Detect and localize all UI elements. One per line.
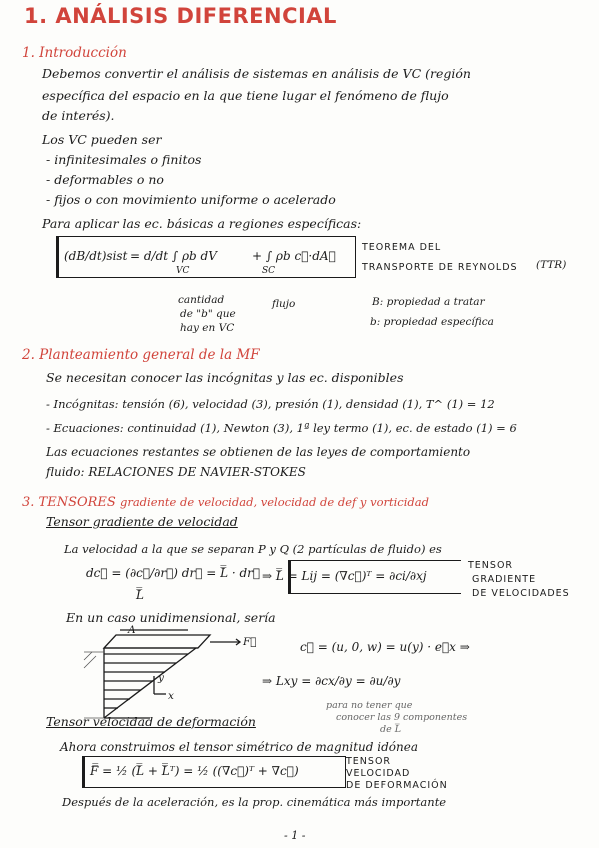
rtt-label-1: TEOREMA DEL — [362, 242, 442, 253]
annotation-vc: cantidad — [178, 294, 225, 306]
closing-line: Después de la aceleración, es la prop. cinemática más importante — [62, 795, 447, 809]
rtt-sub-vc: VC — [176, 266, 190, 276]
gradient-tensor-equation: ⇒ L̿ = Lij = (∇c⃗)ᵀ = ∂ci/∂xj — [262, 569, 427, 583]
gradient-equation: dc⃗ = (∂c⃗/∂r⃗) dr⃗ = L̿ · dr⃗ — [86, 566, 261, 580]
gradient-tensor-label: TENSOR — [468, 560, 514, 571]
side-note: de L̿ — [380, 724, 402, 735]
vc-item: - deformables o no — [46, 172, 164, 187]
annotation-flux: flujo — [272, 298, 296, 310]
mf-line: - Ecuaciones: continuidad (1), Newton (3), 1ª ley termo (1), ec. de estado (1) = 6 — [46, 421, 517, 435]
vc-intro: Los VC pueden ser — [42, 132, 162, 147]
gradient-equation-under: L̿ — [136, 588, 144, 602]
intro-line-1: Debemos convertir el análisis de sistemas en análisis de VC (región — [42, 66, 471, 81]
deformation-tensor-label: VELOCIDAD — [346, 768, 411, 779]
side-note: conocer las 9 componentes — [336, 712, 468, 723]
apply-line: Para aplicar las ec. básicas a regiones específicas: — [42, 216, 362, 231]
rtt-sub-sc: SC — [262, 266, 276, 276]
vc-item: - infinitesimales o finitos — [46, 152, 202, 167]
section-3-heading-main: 3. TENSORES — [22, 495, 116, 510]
gradient-tensor-label: DE VELOCIDADES — [472, 588, 570, 599]
rtt-label-2: TRANSPORTE DE REYNOLDS — [362, 262, 518, 273]
deformation-tensor-label: DE DEFORMACIÓN — [346, 780, 448, 791]
lxy-equation: ⇒ Lxy = ∂cx/∂y = ∂u/∂y — [262, 674, 401, 688]
vc-item: - fijos o con movimiento uniforme o acelerado — [46, 192, 336, 207]
sketch-label-area: A — [128, 624, 136, 636]
sketch-label-x: x — [168, 690, 174, 702]
mf-line: Se necesitan conocer las incógnitas y las ec. disponibles — [46, 370, 404, 385]
side-note: para no tener que — [326, 700, 413, 711]
deformation-tensor-equation: F̿ = ½ (L̿ + L̿ᵀ) = ½ ((∇c⃗)ᵀ + ∇c⃗) — [90, 764, 299, 778]
section-1-heading: 1. Introducción — [22, 45, 127, 61]
mf-line: - Incógnitas: tensión (6), velocidad (3), presión (1), densidad (1), T^ (1) = 12 — [46, 397, 495, 411]
page-title: 1. ANÁLISIS DIFERENCIAL — [24, 4, 337, 28]
deformation-tensor-label: TENSOR — [346, 756, 392, 767]
one-dimensional-line: En un caso unidimensional, sería — [66, 610, 276, 625]
page-number: - 1 - — [284, 829, 306, 842]
annotation-vc: hay en VC — [180, 322, 235, 334]
rtt-lhs: (dB/dt)sist — [64, 249, 128, 263]
velocity-1d-equation: c⃗ = (u, 0, w) = u(y) · e⃗x ⇒ — [300, 640, 470, 654]
separation-line: La velocidad a la que se separan P y Q (2 partículas de fluido) es — [64, 542, 442, 556]
mf-line: fluido: RELACIONES DE NAVIER-STOKES — [46, 465, 306, 479]
rtt-abbr: (TTR) — [536, 259, 567, 271]
intro-line-3: de interés). — [42, 108, 115, 123]
section-3-heading-rest: gradiente de velocidad, velocidad de def y vorticidad — [119, 495, 429, 509]
tensor-gradient-subheading: Tensor gradiente de velocidad — [46, 514, 238, 529]
sketch-label-y: y — [158, 672, 164, 684]
rtt-rhs-1: = d/dt ∫ ρb dV — [130, 249, 217, 263]
annotation-props: b: propiedad específica — [370, 316, 494, 328]
rtt-rhs-2: + ∫ ρb c⃗·dA⃗ — [252, 249, 336, 263]
annotation-vc: de "b" que — [180, 308, 236, 320]
symmetric-tensor-line: Ahora construimos el tensor simétrico de magnitud idónea — [60, 740, 418, 754]
intro-line-2: específica del espacio en la que tiene lugar el fenómeno de flujo — [42, 88, 449, 103]
gradient-tensor-label: GRADIENTE — [472, 574, 537, 585]
sketch-label-force: F⃗ — [243, 636, 257, 648]
tensor-deformation-subheading: Tensor velocidad de deformación — [46, 714, 256, 729]
annotation-props: B: propiedad a tratar — [372, 296, 485, 308]
mf-line: Las ecuaciones restantes se obtienen de las leyes de comportamiento — [46, 445, 471, 459]
section-2-heading: 2. Planteamiento general de la MF — [22, 347, 260, 363]
